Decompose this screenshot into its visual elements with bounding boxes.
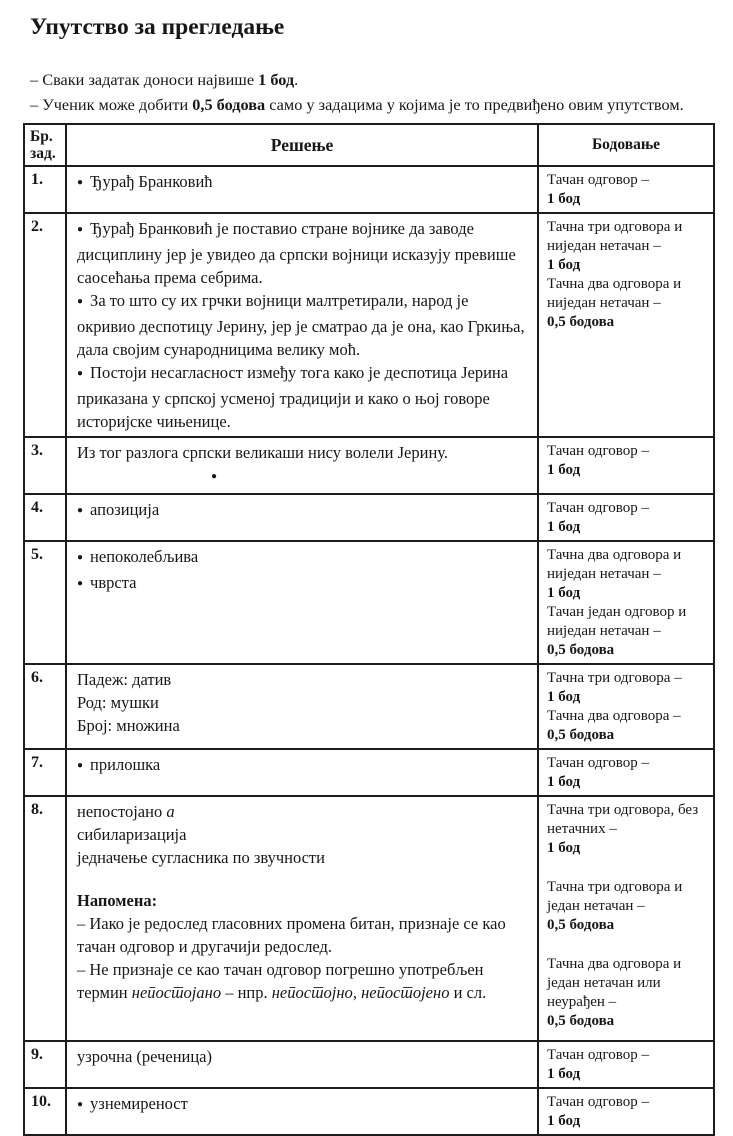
text-segment: неурађен – <box>547 994 617 1010</box>
text-segment: Падеж: датив <box>77 670 172 689</box>
scoring-line <box>547 669 709 688</box>
text-segment: Тачна три одговора и <box>547 219 683 235</box>
scoring-line <box>547 442 709 461</box>
table-row <box>24 749 714 796</box>
scoring-line <box>547 499 709 518</box>
text-segment: . <box>294 70 299 89</box>
text-segment: Тачан одговор – <box>547 1094 650 1110</box>
task-number-cell: 4. <box>24 494 66 541</box>
blank-line <box>547 935 709 955</box>
text-segment: Тачна три одговора – <box>547 670 682 686</box>
solution-line <box>77 800 529 823</box>
text-segment: једначење сугласника по звучности <box>77 848 325 867</box>
task-number-cell: 7. <box>24 749 66 796</box>
text-segment: Тачна два одговора – <box>547 708 681 724</box>
text-segment: и сл. <box>449 983 487 1002</box>
solution-line <box>77 170 529 196</box>
text-segment: 0,5 бодова <box>192 95 266 114</box>
text-segment: 1 бод <box>547 585 581 601</box>
task-number-cell: 3. <box>24 437 66 494</box>
solution-line <box>77 889 529 912</box>
intro-line <box>30 68 713 91</box>
task-number-cell: 8. <box>24 796 66 1041</box>
text-segment: Тачна три одговора и <box>547 879 683 895</box>
scoring-line <box>547 584 709 603</box>
solution-line <box>77 1045 529 1068</box>
solution-cell <box>66 796 538 1041</box>
solution-cell <box>66 541 538 664</box>
solution-line <box>77 1092 529 1118</box>
task-number-cell: 10. <box>24 1088 66 1135</box>
scoring-line <box>547 641 709 660</box>
header-cell-task-number <box>24 124 66 166</box>
text-segment: непостојано <box>131 983 222 1002</box>
text-segment: Постоји несагласност између тога како је деспотица Јерина приказана у српској усменој традицији и како о њој говоре историјске чињенице. <box>77 363 509 431</box>
solution-cell <box>66 494 538 541</box>
text-segment: Ђурађ Бранковић <box>90 172 213 191</box>
text-segment: Тачан одговор – <box>547 755 650 771</box>
table-row <box>24 437 714 494</box>
bullet-icon: ● <box>77 578 84 589</box>
page-title: Упутство за прегледање <box>30 14 285 40</box>
text-segment: Тачна три одговора, без <box>547 802 699 818</box>
text-segment: сибиларизација <box>77 825 187 844</box>
solution-line <box>77 571 529 597</box>
text-segment: ниједан нетачан – <box>547 295 661 311</box>
bullet-icon: ● <box>211 471 218 482</box>
solution-cell <box>66 664 538 749</box>
bullet-icon: ● <box>77 505 84 516</box>
text-segment: непоколебљива <box>90 547 199 566</box>
table-body <box>24 166 714 1135</box>
table-row <box>24 664 714 749</box>
solution-line <box>77 958 529 1004</box>
solution-line <box>77 823 529 846</box>
scoring-line <box>547 1065 709 1084</box>
text-segment: узнемиреност <box>90 1094 188 1113</box>
scoring-line <box>547 773 709 792</box>
bullet-icon: ● <box>77 296 84 307</box>
scoring-line <box>547 565 709 584</box>
text-segment: чврста <box>90 573 137 592</box>
text-segment: 1 бод <box>547 191 581 207</box>
scoring-line <box>547 461 709 480</box>
scoring-line <box>547 237 709 256</box>
scoring-line <box>547 313 709 332</box>
solution-line <box>77 846 529 869</box>
header-task-number-line1: Бр. <box>30 128 53 145</box>
solution-cell <box>66 1088 538 1135</box>
text-segment: Број: множина <box>77 716 180 735</box>
text-segment: 1 бод <box>547 1113 581 1129</box>
header-cell-solution: Решење <box>66 124 538 166</box>
intro-notes <box>30 68 713 116</box>
solution-line <box>77 753 529 779</box>
solution-line <box>77 545 529 571</box>
bullet-icon: ● <box>77 368 84 379</box>
text-segment: 0,5 бодова <box>547 314 615 330</box>
solution-line <box>77 714 529 737</box>
text-segment: Тачан одговор – <box>547 443 650 459</box>
table-row <box>24 1041 714 1088</box>
text-segment: Тачна два одговора и <box>547 276 682 292</box>
table-header-row <box>24 124 714 166</box>
text-segment: Тачан одговор – <box>547 500 650 516</box>
text-segment: прилошка <box>90 755 161 774</box>
solution-line <box>77 668 529 691</box>
blank-line <box>77 869 529 889</box>
table-row <box>24 1088 714 1135</box>
solution-line <box>77 289 529 361</box>
scoring-cell <box>538 541 714 664</box>
text-segment: , <box>352 983 362 1002</box>
scoring-line <box>547 820 709 839</box>
scoring-cell <box>538 437 714 494</box>
table-row <box>24 796 714 1041</box>
scoring-cell <box>538 213 714 437</box>
text-segment: 0,5 бодова <box>547 1013 615 1029</box>
text-segment: један нетачан или <box>547 975 661 991</box>
scoring-line <box>547 1112 709 1131</box>
text-segment: Из тог разлога српски великаши нису волели Јерину. <box>77 443 448 462</box>
scoring-line <box>547 1093 709 1112</box>
text-segment: 1 бод <box>547 1066 581 1082</box>
scoring-line <box>547 294 709 313</box>
text-segment: нетачних – <box>547 821 617 837</box>
text-segment: Напомена: <box>77 891 158 910</box>
scoring-line <box>547 878 709 897</box>
scoring-line <box>547 801 709 820</box>
solution-line <box>77 912 529 958</box>
scoring-cell <box>538 1088 714 1135</box>
scoring-line <box>547 190 709 209</box>
text-segment: Тачан одговор – <box>547 1047 650 1063</box>
scoring-line <box>547 275 709 294</box>
scoring-line <box>547 171 709 190</box>
solution-cell <box>66 437 538 494</box>
task-number-cell: 5. <box>24 541 66 664</box>
scoring-line <box>547 688 709 707</box>
solution-line <box>77 691 529 714</box>
solution-cell <box>66 166 538 213</box>
solution-cell <box>66 1041 538 1088</box>
scoring-line <box>547 955 709 974</box>
text-segment: – Сваки задатак доноси највише <box>30 70 259 89</box>
text-segment: 1 бод <box>547 257 581 273</box>
scoring-line <box>547 754 709 773</box>
scoring-line <box>547 256 709 275</box>
scoring-line <box>547 1012 709 1031</box>
header-cell-scoring: Бодовање <box>538 124 714 166</box>
text-segment: Род: мушки <box>77 693 159 712</box>
scoring-cell <box>538 166 714 213</box>
scoring-line <box>547 974 709 993</box>
table-row <box>24 494 714 541</box>
text-segment: Ђурађ Бранковић је поставио стране војнике да заводе дисциплину јер је увидео да српски војници исказују превише саосећања према себрима. <box>77 219 516 287</box>
scoring-cell <box>538 494 714 541</box>
text-segment: Тачан одговор – <box>547 172 650 188</box>
text-segment: ниједан нетачан – <box>547 238 661 254</box>
solution-line <box>77 498 529 524</box>
text-segment: ниједан нетачан – <box>547 623 661 639</box>
text-segment: непостојано <box>77 802 167 821</box>
scoring-line <box>547 622 709 641</box>
task-number-cell: 1. <box>24 166 66 213</box>
scoring-cell <box>538 664 714 749</box>
text-segment: 1 бод <box>547 840 581 856</box>
text-segment: 1 бод <box>547 519 581 535</box>
text-segment: апозиција <box>90 500 160 519</box>
scoring-line <box>547 546 709 565</box>
grading-table <box>23 123 715 1136</box>
text-segment: – Не признаје се као тачан одговор погрешно употребљен термин <box>77 960 484 1002</box>
text-segment: 1 бод <box>547 689 581 705</box>
text-segment: непостојено <box>361 983 450 1002</box>
bullet-icon: ● <box>77 760 84 771</box>
text-segment: непостојно <box>271 983 353 1002</box>
text-segment: – Ученик може добити <box>30 95 193 114</box>
solution-cell <box>66 749 538 796</box>
text-segment: 1 бод <box>547 774 581 790</box>
task-number-cell: 9. <box>24 1041 66 1088</box>
text-segment: Тачна два одговора и <box>547 956 682 972</box>
text-segment: 1 бод <box>258 70 295 89</box>
table-row <box>24 213 714 437</box>
text-segment: 0,5 бодова <box>547 917 615 933</box>
scoring-line <box>547 218 709 237</box>
scoring-line <box>547 1046 709 1065</box>
text-segment: 0,5 бодова <box>547 642 615 658</box>
scoring-line <box>547 726 709 745</box>
intro-line <box>30 93 713 116</box>
scoring-cell <box>538 1041 714 1088</box>
text-segment: а <box>166 802 175 821</box>
bullet-icon: ● <box>77 1099 84 1110</box>
scoring-cell <box>538 796 714 1041</box>
scoring-line <box>547 916 709 935</box>
scoring-line <box>547 707 709 726</box>
text-segment: ниједан нетачан – <box>547 566 661 582</box>
scoring-line <box>547 839 709 858</box>
blank-line <box>547 858 709 878</box>
text-segment: Тачан један одговор и <box>547 604 687 620</box>
solution-line <box>211 464 529 490</box>
text-segment: један нетачан – <box>547 898 645 914</box>
task-number-cell: 6. <box>24 664 66 749</box>
table-row <box>24 166 714 213</box>
text-segment: само у задацима у којима је то предвиђено овим упутством. <box>265 95 684 114</box>
text-segment: – Иако је редослед гласовних промена битан, признаје се као тачан одговор и другачији редослед. <box>77 914 506 956</box>
scoring-line <box>547 993 709 1012</box>
bullet-icon: ● <box>77 177 84 188</box>
text-segment: Тачна два одговора и <box>547 547 682 563</box>
solution-line <box>77 217 529 289</box>
header-task-number-line2: зад. <box>30 145 56 162</box>
solution-cell <box>66 213 538 437</box>
text-segment: За то што су их грчки војници малтретирали, народ је окривио деспотицу Јерину, јер је сматрао да је она, као Гркиња, дала својим сународницима велику моћ. <box>77 291 525 359</box>
text-segment: узрочна (реченица) <box>77 1047 213 1066</box>
scoring-cell <box>538 749 714 796</box>
solution-line <box>77 441 529 464</box>
scoring-line <box>547 518 709 537</box>
solution-line <box>77 361 529 433</box>
scoring-line <box>547 603 709 622</box>
text-segment: – нпр. <box>221 983 272 1002</box>
bullet-icon: ● <box>77 224 84 235</box>
table-header <box>24 124 714 166</box>
task-number-cell: 2. <box>24 213 66 437</box>
bullet-icon: ● <box>77 552 84 563</box>
table-row <box>24 541 714 664</box>
text-segment: 1 бод <box>547 462 581 478</box>
scoring-line <box>547 897 709 916</box>
text-segment: 0,5 бодова <box>547 727 615 743</box>
